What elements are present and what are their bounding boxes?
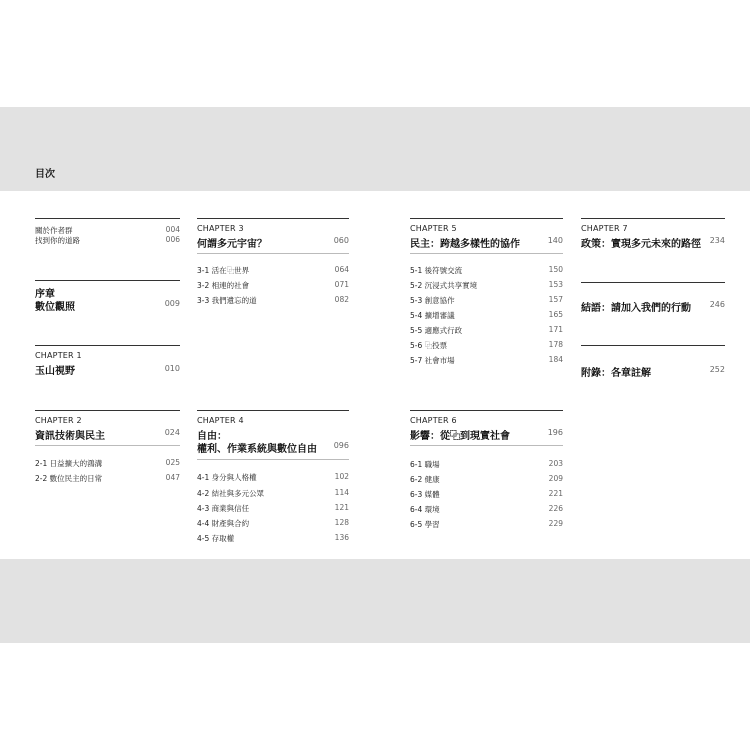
toc-entry-about-authors[interactable]: 關於作者群	[35, 226, 73, 235]
page-number: 136	[334, 533, 349, 542]
section-entry[interactable]: 2-1 日益擴大的鴻溝	[35, 459, 103, 468]
page-number: 165	[548, 310, 563, 319]
page-number: 203	[548, 459, 563, 468]
page-number: 128	[334, 518, 349, 527]
chapter-label: CHAPTER 1	[35, 351, 82, 360]
divider	[35, 410, 180, 411]
section-entry[interactable]: 5-7 社會市場	[410, 356, 455, 365]
section-entry[interactable]: 2-2 數位民主的日常	[35, 474, 103, 483]
page-number: 114	[334, 488, 349, 497]
page-number: 121	[334, 503, 349, 512]
toc-entry-find-your-path[interactable]: 找到你的道路	[35, 236, 80, 245]
divider	[410, 445, 563, 446]
preface-label[interactable]: 序章	[35, 289, 55, 300]
divider	[35, 218, 180, 219]
divider	[35, 445, 180, 446]
page-number: 006	[165, 235, 180, 244]
appendix-title[interactable]: 附錄：各章註解	[581, 368, 651, 379]
section-entry[interactable]: 4-5 存取權	[197, 534, 235, 543]
section-entry[interactable]: 3-3 我們遺忘的道	[197, 296, 257, 305]
page-number: 184	[548, 355, 563, 364]
divider	[581, 345, 725, 346]
section-entry[interactable]: 4-3 商業與信任	[197, 504, 250, 513]
page-number: 102	[334, 472, 349, 481]
page-number: 252	[709, 365, 725, 374]
divider	[35, 280, 180, 281]
section-entry[interactable]: 4-4 財產與合約	[197, 519, 250, 528]
chapter-3-title[interactable]: 何謂多元宇宙？	[197, 239, 267, 250]
divider	[35, 345, 180, 346]
page-number: 060	[333, 236, 349, 245]
divider	[410, 410, 563, 411]
chapter-4-title[interactable]: 自由：	[197, 431, 227, 442]
section-entry[interactable]: 5-2 沉浸式共享實境	[410, 281, 478, 290]
page-number: 226	[548, 504, 563, 513]
page-number: 071	[334, 280, 349, 289]
chapter-label: CHAPTER 5	[410, 224, 457, 233]
divider	[581, 282, 725, 283]
page-number: 221	[548, 489, 563, 498]
header-band	[0, 107, 750, 191]
section-entry[interactable]: 5-3 創意協作	[410, 296, 455, 305]
chapter-label: CHAPTER 2	[35, 416, 82, 425]
page-number: 229	[548, 519, 563, 528]
chapter-label: CHAPTER 3	[197, 224, 244, 233]
page-number: 157	[548, 295, 563, 304]
page-number: 010	[164, 364, 180, 373]
page-number: 178	[548, 340, 563, 349]
chapter-label: CHAPTER 4	[197, 416, 244, 425]
page-number: 096	[333, 441, 349, 450]
chapter-2-title[interactable]: 資訊技術與民主	[35, 431, 105, 442]
section-entry[interactable]: 4-2 結社與多元公眾	[197, 489, 265, 498]
epilogue-title[interactable]: 結語：請加入我們的行動	[581, 303, 691, 314]
page-number: 064	[334, 265, 349, 274]
section-entry[interactable]: 6-5 學習	[410, 520, 440, 529]
section-entry[interactable]: 6-1 職場	[410, 460, 440, 469]
section-entry[interactable]: 5-5 適應式行政	[410, 326, 463, 335]
page-number: 004	[165, 225, 180, 234]
page-number: 153	[548, 280, 563, 289]
page-number: 009	[164, 299, 180, 308]
page-number: 209	[548, 474, 563, 483]
section-entry[interactable]: 4-1 身分與人格權	[197, 473, 257, 482]
page-number: 246	[709, 300, 725, 309]
page-number: 196	[547, 428, 563, 437]
chapter-6-title[interactable]: 影響：從⿻到現實社會	[410, 431, 510, 442]
chapter-label: CHAPTER 7	[581, 224, 628, 233]
page-number: 082	[334, 295, 349, 304]
chapter-7-title[interactable]: 政策：實現多元未來的路徑	[581, 239, 701, 250]
chapter-4-subtitle[interactable]: 權利、作業系統與數位自由	[197, 444, 317, 455]
section-entry[interactable]: 5-1 後符號交流	[410, 266, 463, 275]
preface-title[interactable]: 數位觀照	[35, 302, 75, 313]
page-number: 025	[165, 458, 180, 467]
chapter-label: CHAPTER 6	[410, 416, 457, 425]
divider	[197, 253, 349, 254]
divider	[197, 218, 349, 219]
section-entry[interactable]: 5-4 擴增審議	[410, 311, 455, 320]
section-entry[interactable]: 5-6 ⿻投票	[410, 341, 448, 350]
page-title: 目次	[35, 169, 55, 180]
divider	[410, 253, 563, 254]
page-number: 234	[709, 236, 725, 245]
divider	[581, 218, 725, 219]
divider	[197, 410, 349, 411]
page-number: 024	[164, 428, 180, 437]
page-number: 150	[548, 265, 563, 274]
section-entry[interactable]: 6-2 健康	[410, 475, 440, 484]
divider	[197, 459, 349, 460]
section-entry[interactable]: 6-3 媒體	[410, 490, 440, 499]
section-entry[interactable]: 6-4 環境	[410, 505, 440, 514]
section-entry[interactable]: 3-2 相連的社會	[197, 281, 250, 290]
page-number: 047	[165, 473, 180, 482]
page-number: 140	[547, 236, 563, 245]
divider	[410, 218, 563, 219]
section-entry[interactable]: 3-1 活在⿻世界	[197, 266, 250, 275]
chapter-1-title[interactable]: 玉山視野	[35, 366, 75, 377]
footer-band	[0, 559, 750, 643]
page-number: 171	[548, 325, 563, 334]
chapter-5-title[interactable]: 民主：跨越多樣性的協作	[410, 239, 520, 250]
